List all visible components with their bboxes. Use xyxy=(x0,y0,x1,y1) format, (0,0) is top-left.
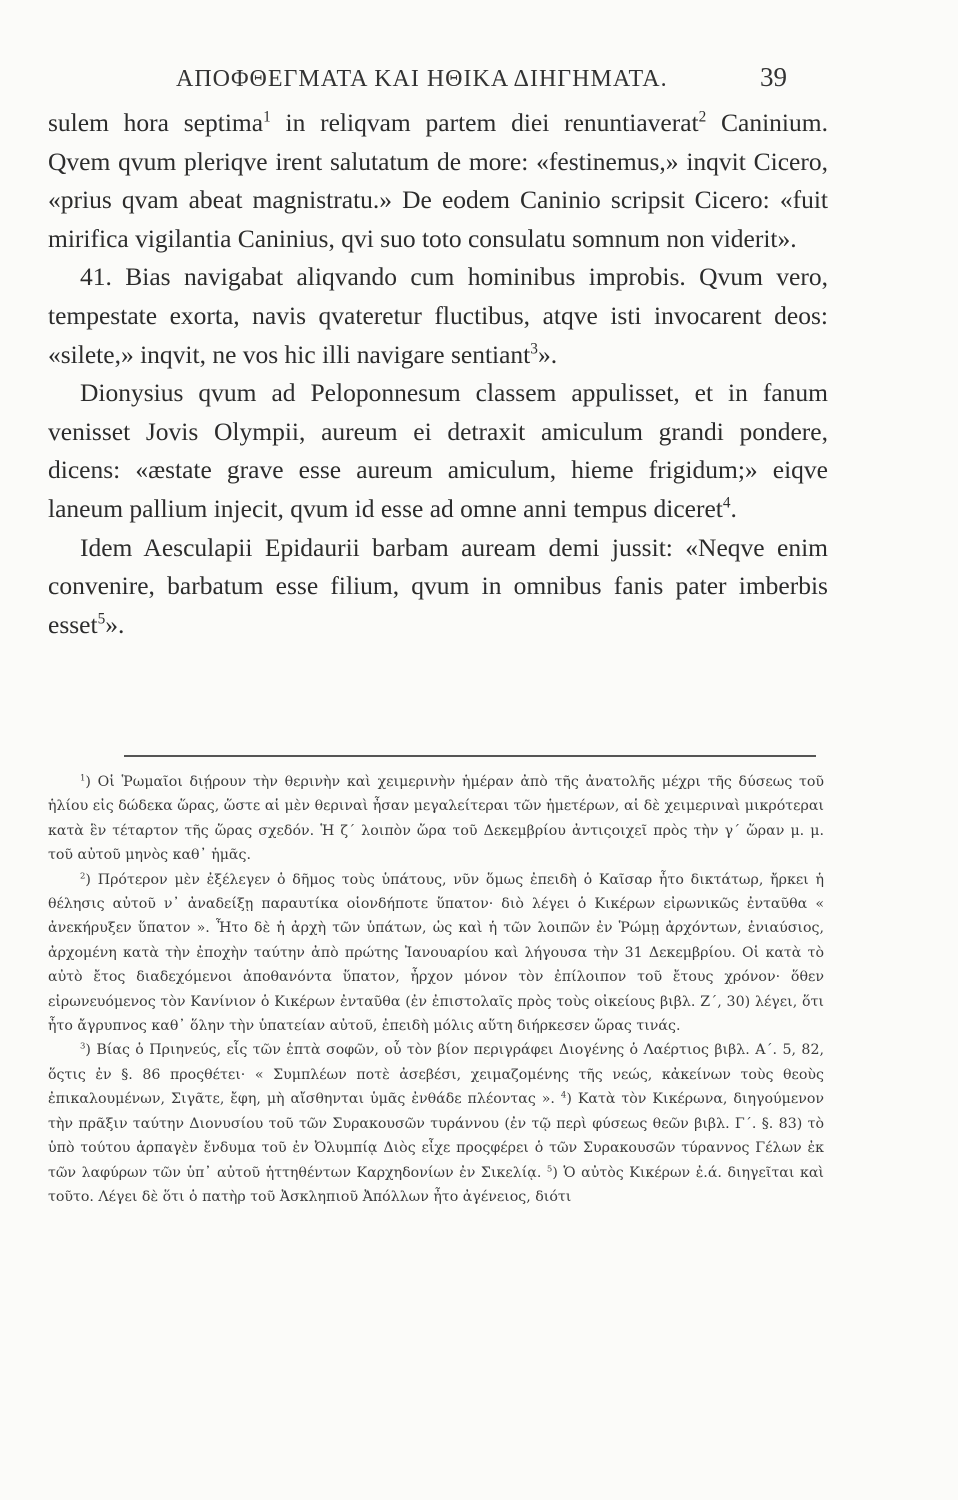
footnote-2: $^2$) Πρότερον μὲν ἐξέλεγεν ὁ δῆμος τοὺς ὑπάτους, νῦν ὅμως ἐπειδὴ ὁ Καῖσαρ ἦτο δικτάτωρ, ἤρκει ἡ θέλησις αὐτοῦ ν᾽ ἀναδείξῃ παραυτίκα οἱονδήποτε ὕπατον· διὸ λέγει ὁ Κικέρων εἰρωνικῶς ἐνταῦθα « ἀνεκήρυξεν ὕπατον ». Ἦτο δὲ ἡ ἀρχὴ τῶν ὑπάτων, ὡς καὶ ἡ τῶν λοιπῶν ἐν Ῥώμῃ ἀρχόντων, ἐνιαύσιος, ἀρχομένη κατὰ τὴν ἐποχὴν ταύτην ἀπὸ πρώτης Ἰανουαρίου καὶ λήγουσα τὴν 31 Δεκεμβρίου. Οἱ κατὰ τὸ αὐτὸ ἔτος διαδεχόμενοι ἀποθανόντα ὕπατον, ἦρχον μόνον τὸν ἐπίλοιπον τοῦ ἔτους χρόνον· ὅθεν εἰρωνευόμενος τὸν Κανίνιον ὁ Κικέρων ἐνταῦθα (ἐν ἐπιστολαῖς πρὸς τοὺς οἰκείους βιβλ. Ζ΄, 30) λέγει, ὅτι ἦτο ἄγρυπνος καθ᾽ ὅλην τὴν ὑπατείαν αὐτοῦ, ἐπειδὴ μόλις αὕτη διήρκεσεν ὥρας τινάς. xyxy=(48,870,824,1035)
footnote-1: $^1$) Οἱ Ῥωμαῖοι διῄρουν τὴν θερινὴν καὶ χειμερινὴν ἡμέραν ἀπὸ τῆς ἀνατολῆς μέχρι τῆς δύσεως τοῦ ἡλίου εἰς δώδεκα ὥρας, ὥστε αἱ μὲν θεριναὶ ἦσαν μεγαλείτεραι τῶν ἡμετέρων, αἱ δὲ χειμεριναὶ μικρότεραι κατὰ ἓν τέταρτον τῆς ὥρας σχεδόν. Ἡ ζ΄ λοιπὸν ὥρα τοῦ Δεκεμβρίου ἀντιςοιχεῖ πρὸς τὴν γ΄ ὥραν μ. μ. τοῦ αὐτοῦ μηνὸς καθ᾽ ἡμᾶς. xyxy=(48,773,824,864)
main-text xyxy=(48,104,828,644)
footnote-ref-3[interactable]: 3 xyxy=(530,340,538,358)
page-header xyxy=(0,62,958,102)
footnote-ref-2[interactable]: 2 xyxy=(698,108,707,126)
footnote-divider xyxy=(124,755,816,757)
footnote-ref-1[interactable]: 1 xyxy=(263,108,271,126)
paragraph-bias: 41. Bias navigabat aliqvando cum hominibus improbis. Qvum vero, tempestate exorta, navis qvateretur fluctibus, atqve isti invocarent deos: «silete,» inqvit, ne vos hic illi navigare sentiant$^3$». xyxy=(48,262,828,369)
running-title: ΑΠΟΦΘΕΓΜΑΤΑ ΚΑΙ ΗΘΙΚΑ ΔΙΗΓΗΜΑΤΑ. xyxy=(176,66,668,92)
footnote-ref-4[interactable]: 4 xyxy=(722,494,731,512)
footnote-3-4-5: $^3$) Βίας ὁ Πριηνεύς, εἷς τῶν ἑπτὰ σοφῶν, οὗ τὸν βίον περιγράφει Διογένης ὁ Λαέρτιος βιβλ. Α΄. 5, 82, ὅςτις ἐν §. 86 προςθέτει· « Συμπλέων ποτὲ ἀσεβέσι, χειμαζομένης τῆς νεώς, κἀκείνων τοὺς θεοὺς ἐπικαλουμένων, Σιγᾶτε, ἔφη, μὴ αἴσθηνται ὑμᾶς ἐνθάδε πλέοντας ». $^4$) Κατὰ τὸν Κικέρωνα, διηγούμενον τὴν πρᾶξιν ταύτην Διονυσίου τοῦ τῶν Συρακουσῶν τυράννου (ἐν τῷ περὶ φύσεως θεῶν βιβλ. Γ΄. §. 83) τὸ ὑπὸ τούτου ἁρπαγὲν ἔνδυμα τοῦ ἐν Ὀλυμπίᾳ Διὸς εἶχε προςφέρει ὁ τῶν Συρακουσῶν τύραννος Γέλων ἐκ τῶν λαφύρων τῶν ὑπ᾽ αὐτοῦ ἡττηθέντων Καρχηδονίων ἐν Σικελίᾳ. $^5$) Ὁ αὐτὸς Κικέρων ἐ.ά. διηγεῖται καὶ τοῦτο. Λέγει δὲ ὅτι ὁ πατὴρ τοῦ Ἀσκληπιοῦ Ἀπόλλων ἦτο ἀγένειος, διότι xyxy=(48,1041,824,1205)
paragraph-dionysius: Dionysius qvum ad Peloponnesum classem appulisset, et in fanum venisset Jovis Olympii, aureum ei detraxit amiculum grandi pondere, dicens: «æstate grave esse aureum amiculum, hieme frigidum;» eiqve laneum pallium injecit, qvum id esse ad omne anni tempus diceret$^4$. xyxy=(48,378,828,523)
page-number: 39 xyxy=(760,62,787,92)
footnote-ref-5[interactable]: 5 xyxy=(97,610,106,628)
paragraph-aesculapius: Idem Aesculapii Epidaurii barbam auream demi jussit: «Neqve enim convenire, barbatum esse filium, qvum in omnibus fanis pater imberbis esset$^5$». xyxy=(48,532,828,639)
paragraph-caninius: sulem hora septima$^1$ in reliqvam partem diei renuntiaverat$^2$ Caninium. Qvem qvum pleriqve irent salutatum de more: «festinemus,» inqvit Cicero, «prius qvam abeat magnistratu.» De eodem Caninio scripsit Cicero: «fuit mirifica vigilantia Caninius, qvi suo toto consulatu somnum non viderit». xyxy=(48,108,828,253)
footnotes xyxy=(48,770,824,1209)
